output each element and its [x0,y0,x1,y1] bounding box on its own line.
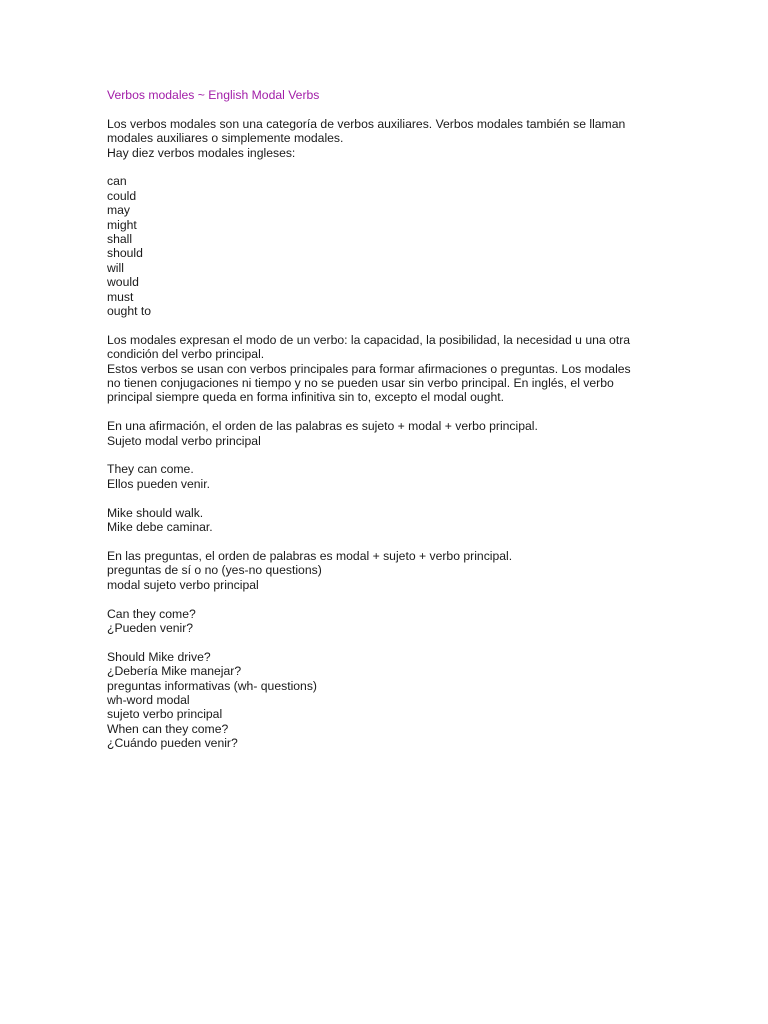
modal-verb-item: could [107,188,137,203]
explanation-line: Estos verbos se usan con verbos principales para formar afirmaciones o preguntas. Los modales [107,361,631,376]
modal-verb-item: may [107,203,131,218]
example-block [107,506,667,535]
modal-verb-item: shall [107,232,133,247]
intro-paragraph [107,117,667,160]
modal-verb-item: will [107,260,124,275]
example-line: Should Mike drive? [107,649,211,664]
example-line: They can come. [107,462,194,477]
affirmation-paragraph [107,419,667,448]
questions-line: En las preguntas, el orden de palabras es modal + sujeto + verbo principal. [107,548,513,563]
modal-verbs-list [107,174,667,318]
document-body [107,88,667,765]
intro-line: modales auxiliares o simplemente modales. [107,131,344,146]
explanation-line: principal siempre queda en forma infinitiva sin to, excepto el modal ought. [107,390,504,405]
example-block [107,462,667,491]
intro-line: Hay diez verbos modales ingleses: [107,145,296,160]
example-line: Ellos pueden venir. [107,476,210,491]
questions-line: preguntas de sí o no (yes-no questions) [107,563,322,578]
modal-verb-item: ought to [107,304,152,319]
example-line: Mike should walk. [107,505,204,520]
example-line: Can they come? [107,606,196,621]
example-line: ¿Debería Mike manejar? [107,664,242,679]
example-block [107,607,667,636]
questions-line: modal sujeto verbo principal [107,577,259,592]
modal-verb-item: must [107,289,134,304]
example-line: When can they come? [107,721,229,736]
modal-verb-item: should [107,246,143,261]
affirmation-line: Sujeto modal verbo principal [107,433,261,448]
explanation-paragraph [107,333,667,405]
questions-paragraph [107,549,667,592]
intro-line: Los verbos modales son una categoría de verbos auxiliares. Verbos modales también se llaman [107,116,626,131]
example-line: wh-word modal [107,692,190,707]
explanation-line: no tienen conjugaciones ni tiempo y no se pueden usar sin verbo principal. En inglés, el verbo [107,376,614,391]
modal-verb-item: might [107,217,137,232]
example-line: sujeto verbo principal [107,707,223,722]
example-line: ¿Pueden venir? [107,620,194,635]
example-block [107,650,667,751]
document-title: Verbos modales ~ English Modal Verbs [107,88,320,102]
modal-verb-item: would [107,275,139,290]
example-line: Mike debe caminar. [107,520,213,535]
example-line: ¿Cuándo pueden venir? [107,736,238,751]
example-line: preguntas informativas (wh- questions) [107,678,317,693]
explanation-line: condición del verbo principal. [107,347,265,362]
explanation-line: Los modales expresan el modo de un verbo: la capacidad, la posibilidad, la necesidad u una otra [107,332,631,347]
affirmation-line: En una afirmación, el orden de las palabras es sujeto + modal + verbo principal. [107,419,538,434]
modal-verb-item: can [107,174,127,189]
